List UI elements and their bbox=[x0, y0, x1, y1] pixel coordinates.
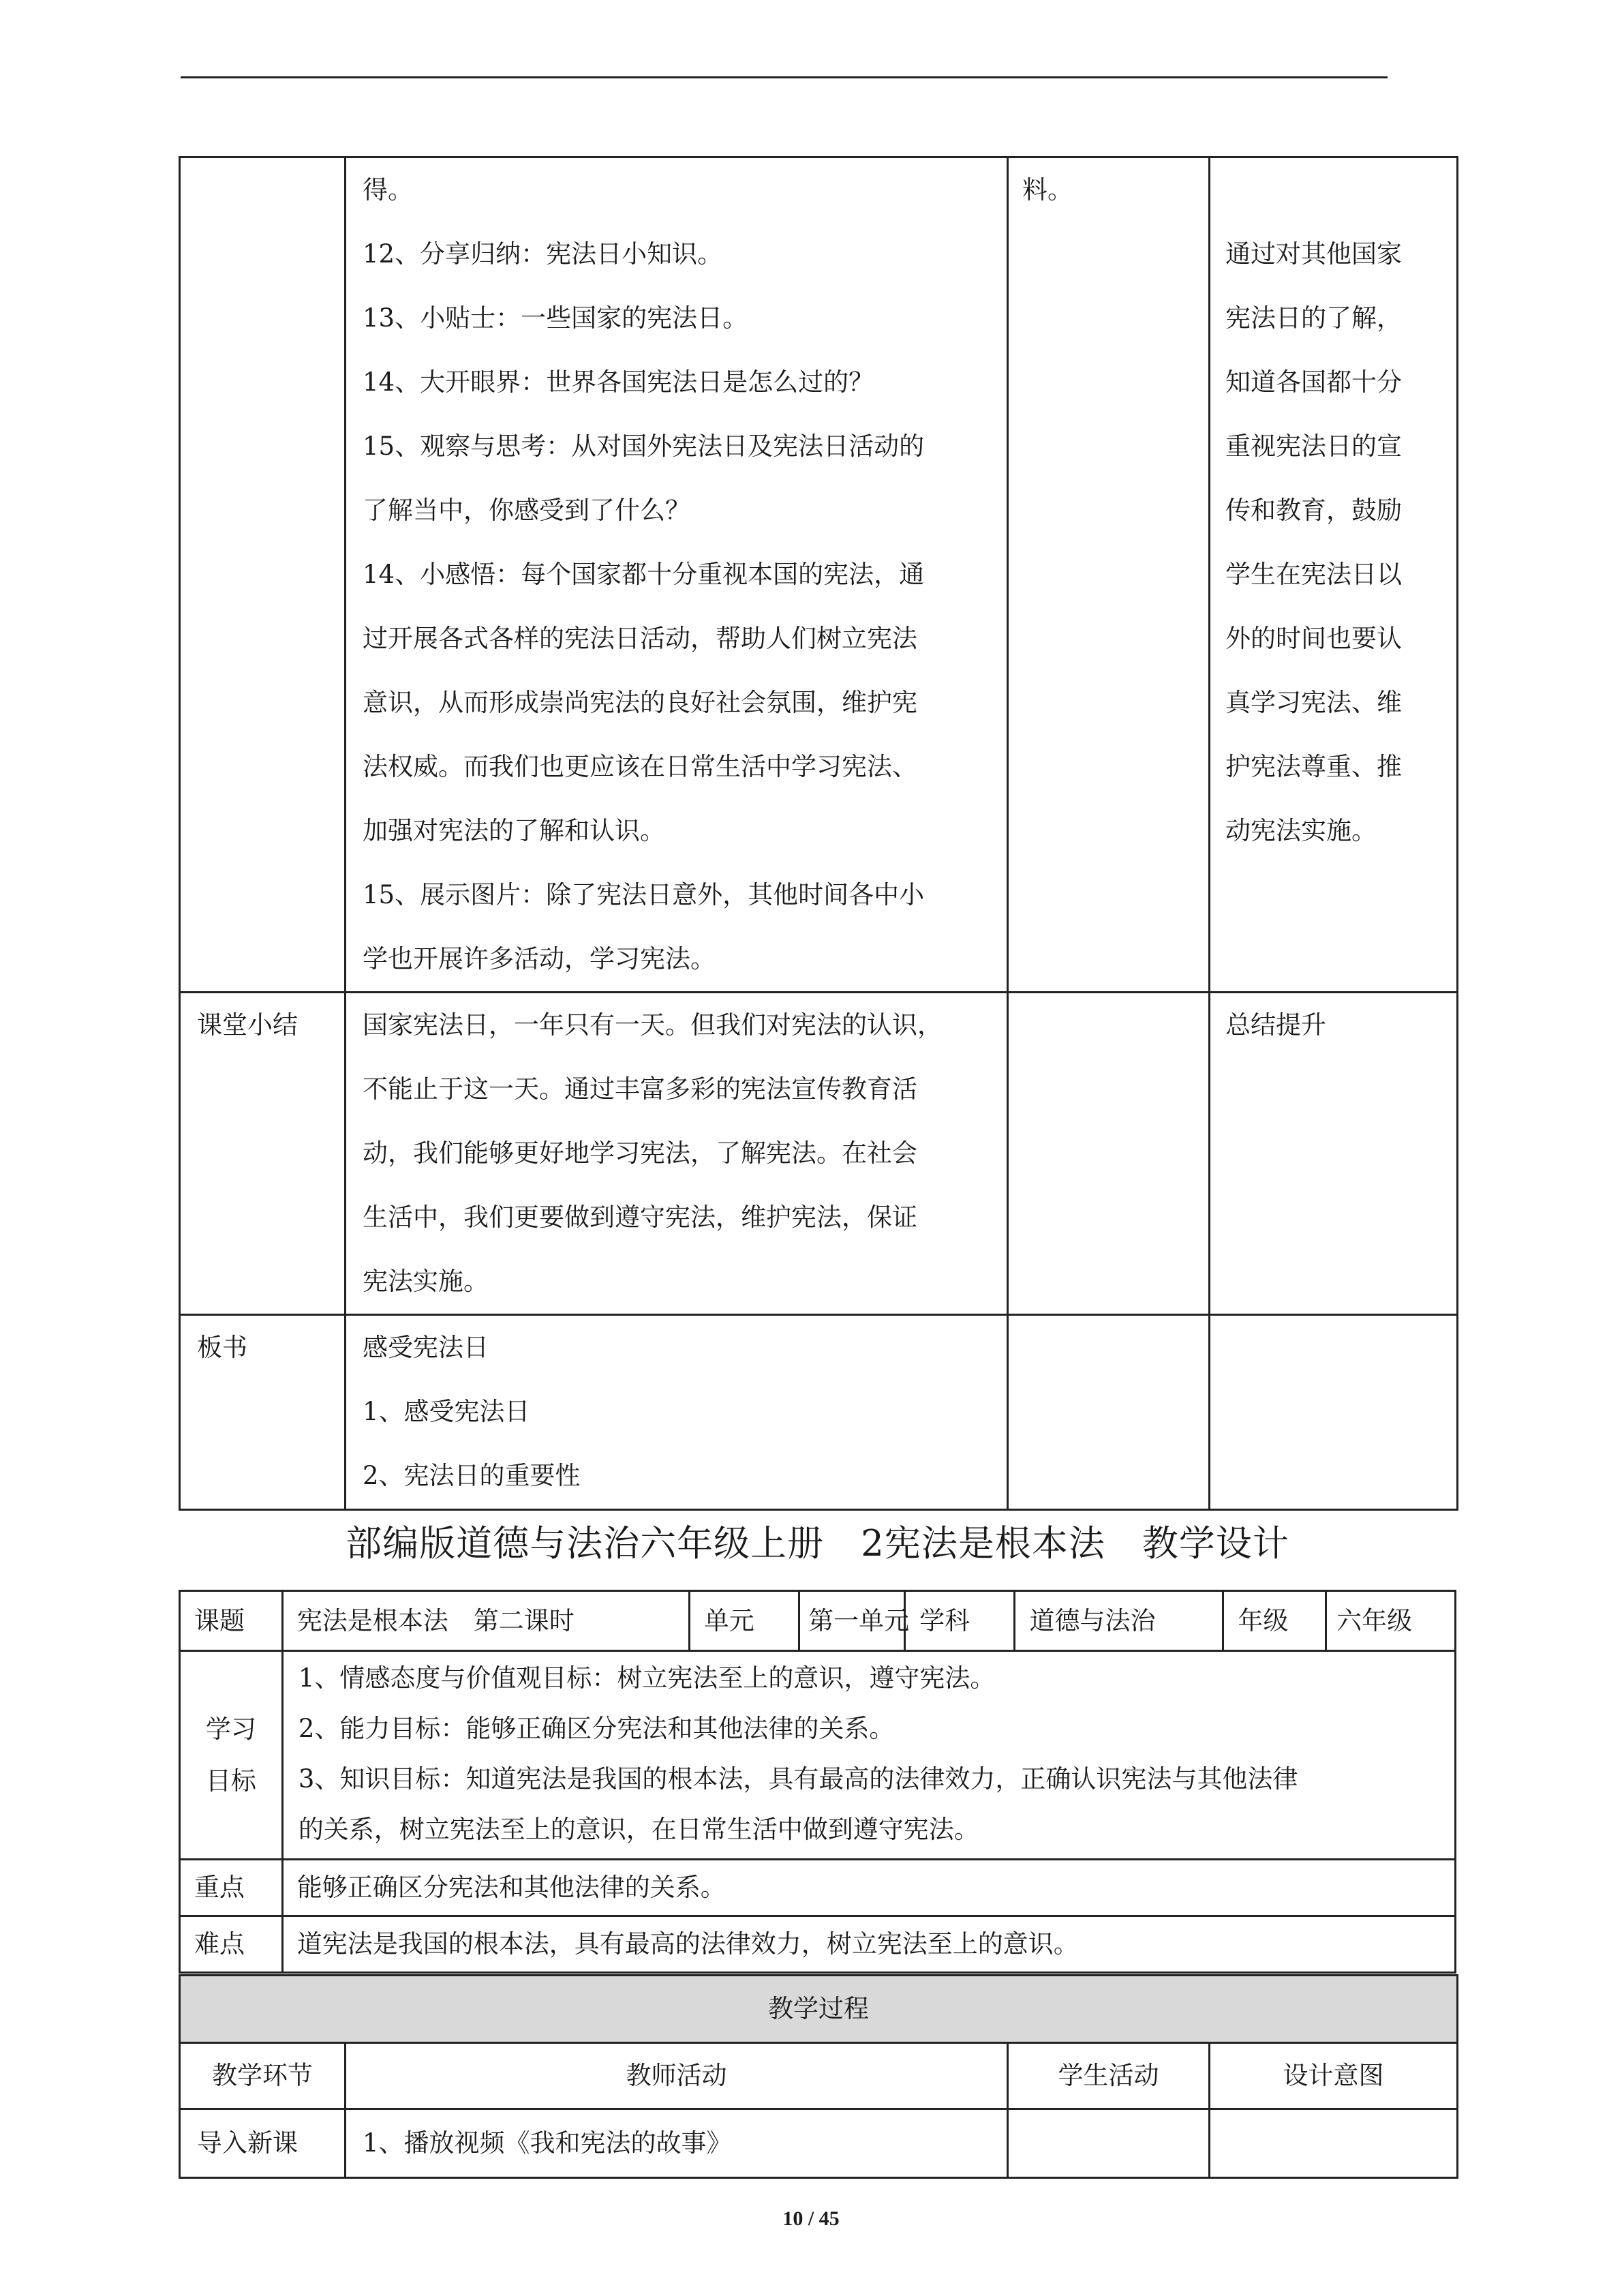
text-line: 不能止于这一天。通过丰富多彩的宪法宣传教育活 bbox=[363, 1074, 917, 1104]
text-line: 宪法日的了解， bbox=[1225, 303, 1402, 333]
teacher-activity-cell bbox=[346, 1315, 1008, 1510]
stage-label: 课堂小结 bbox=[197, 1010, 298, 1040]
text-line: 意识，从而形成崇尚宪法的良好社会氛围，维护宪 bbox=[363, 688, 917, 717]
text-line: 真学习宪法、维 bbox=[1225, 688, 1402, 717]
difficulty-label: 难点 bbox=[180, 1916, 283, 1973]
table-row bbox=[180, 2109, 1458, 2178]
key-point-label: 重点 bbox=[180, 1860, 283, 1916]
text-line: 2、宪法日的重要性 bbox=[363, 1461, 581, 1490]
text-line: 3、知识目标：知道宪法是我国的根本法，具有最高的法律效力，正确认识宪法与其他法律 bbox=[298, 1764, 1298, 1794]
text-line: 动宪法实施。 bbox=[1225, 816, 1377, 845]
subject-value: 道德与法治 bbox=[1015, 1591, 1223, 1651]
page-number: 10 / 45 bbox=[782, 2207, 840, 2230]
text-line: 12、分享归纳：宪法日小知识。 bbox=[363, 239, 723, 269]
text-line: 外的时间也要认 bbox=[1225, 624, 1402, 653]
text-line: 的关系，树立宪法至上的意识，在日常生活中做到遵守宪法。 bbox=[298, 1815, 979, 1844]
subject-label: 学科 bbox=[905, 1591, 1015, 1651]
text-line: 学也开展许多活动，学习宪法。 bbox=[363, 944, 716, 973]
text-line: 动，我们能够更好地学习宪法，了解宪法。在社会 bbox=[363, 1138, 917, 1168]
stage-cell: 导入新课 bbox=[180, 2109, 346, 2178]
table-row bbox=[180, 1591, 1456, 1651]
text-line bbox=[1210, 158, 1456, 222]
lesson-label: 课题 bbox=[180, 1591, 283, 1651]
table-row bbox=[180, 157, 1458, 993]
grade-label: 年级 bbox=[1223, 1591, 1326, 1651]
student-activity-cell bbox=[1008, 1315, 1210, 1510]
text-line: 护宪法尊重、推 bbox=[1225, 752, 1402, 781]
design-intent-cell bbox=[1210, 157, 1458, 993]
goals-value bbox=[282, 1651, 1455, 1860]
text-line: 知道各国都十分 bbox=[1225, 367, 1402, 397]
text-line: 宪法实施。 bbox=[363, 1267, 489, 1296]
unit-label: 单元 bbox=[689, 1591, 799, 1651]
text-line: 生活中，我们更要做到遵守宪法，维护宪法，保证 bbox=[363, 1203, 917, 1232]
text-line: 13、小贴士：一些国家的宪法日。 bbox=[363, 303, 748, 333]
text-line: 了解当中，你感受到了什么？ bbox=[363, 496, 690, 525]
text-line: 1、感受宪法日 bbox=[363, 1397, 530, 1426]
teacher-activity-cell bbox=[346, 993, 1008, 1315]
header-rule bbox=[181, 76, 1388, 78]
difficulty-value: 道宪法是我国的根本法，具有最高的法律效力，树立宪法至上的意识。 bbox=[282, 1916, 1455, 1973]
table-header-row bbox=[180, 2043, 1458, 2109]
column-header: 教师活动 bbox=[346, 2043, 1008, 2109]
key-point-value: 能够正确区分宪法和其他法律的关系。 bbox=[282, 1860, 1455, 1916]
grade-value: 六年级 bbox=[1326, 1591, 1456, 1651]
process-title: 教学过程 bbox=[181, 1976, 1456, 2042]
text-line: 15、展示图片：除了宪法日意外，其他时间各中小 bbox=[363, 880, 925, 909]
table-row bbox=[180, 1651, 1456, 1860]
student-activity-cell bbox=[1008, 993, 1210, 1315]
stage-cell bbox=[180, 1315, 346, 1510]
text-line: 2、能力目标：能够正确区分宪法和其他法律的关系。 bbox=[298, 1714, 895, 1743]
student-activity-cell bbox=[1008, 157, 1210, 993]
text-line: 国家宪法日，一年只有一天。但我们对宪法的认识， bbox=[363, 1010, 943, 1040]
lesson-info-table bbox=[179, 1590, 1456, 1974]
text-line: 重视宪法日的宣 bbox=[1225, 432, 1402, 461]
text-line: 加强对宪法的了解和认识。 bbox=[363, 816, 665, 845]
student-activity-cell bbox=[1008, 2109, 1210, 2178]
text-line: 传和教育，鼓励 bbox=[1225, 496, 1402, 525]
column-header: 教学环节 bbox=[180, 2043, 346, 2109]
table-row bbox=[180, 1315, 1458, 1510]
text-line: 感受宪法日 bbox=[363, 1333, 489, 1362]
stage-cell bbox=[180, 993, 346, 1315]
text-line: 总结提升 bbox=[1225, 1010, 1326, 1040]
text-line: 通过对其他国家 bbox=[1225, 239, 1402, 269]
text-line: 15、观察与思考：从对国外宪法日及宪法日活动的 bbox=[363, 432, 925, 461]
table-row bbox=[180, 1916, 1456, 1973]
design-intent-cell bbox=[1210, 993, 1458, 1315]
design-intent-cell bbox=[1210, 1315, 1458, 1510]
goals-label: 学习 目标 bbox=[180, 1651, 283, 1860]
process-title-cell bbox=[180, 1976, 1458, 2043]
text-line: 14、大开眼界：世界各国宪法日是怎么过的？ bbox=[363, 367, 874, 397]
text-line: 法权威。而我们也更应该在日常生活中学习宪法、 bbox=[363, 752, 917, 781]
column-header: 设计意图 bbox=[1210, 2043, 1458, 2109]
document-title: 部编版道德与法治六年级上册 2宪法是根本法 教学设计 bbox=[346, 1523, 1289, 1565]
text-line: 1、情感态度与价值观目标：树立宪法至上的意识，遵守宪法。 bbox=[298, 1663, 996, 1693]
text-line: 得。 bbox=[363, 175, 413, 205]
stage-label: 板书 bbox=[197, 1333, 247, 1362]
text-line: 过开展各式各样的宪法日活动，帮助人们树立宪法 bbox=[363, 624, 917, 653]
text-line: 料。 bbox=[1022, 175, 1073, 205]
column-header: 学生活动 bbox=[1008, 2043, 1210, 2109]
design-intent-cell bbox=[1210, 2109, 1458, 2178]
text-line: 学生在宪法日以 bbox=[1225, 560, 1402, 589]
teacher-activity-cell bbox=[346, 157, 1008, 993]
table-row bbox=[180, 1976, 1458, 2043]
stage-cell bbox=[180, 157, 346, 993]
teacher-activity-cell: 1、播放视频《我和宪法的故事》 bbox=[346, 2109, 1008, 2178]
teaching-process-table bbox=[179, 1974, 1458, 2179]
text-line: 14、小感悟：每个国家都十分重视本国的宪法，通 bbox=[363, 560, 925, 589]
table-row bbox=[180, 1860, 1456, 1916]
unit-value: 第一单元 bbox=[799, 1591, 905, 1651]
table-row bbox=[180, 993, 1458, 1315]
continued-lesson-table bbox=[179, 156, 1458, 1511]
lesson-value: 宪法是根本法 第二课时 bbox=[282, 1591, 689, 1651]
